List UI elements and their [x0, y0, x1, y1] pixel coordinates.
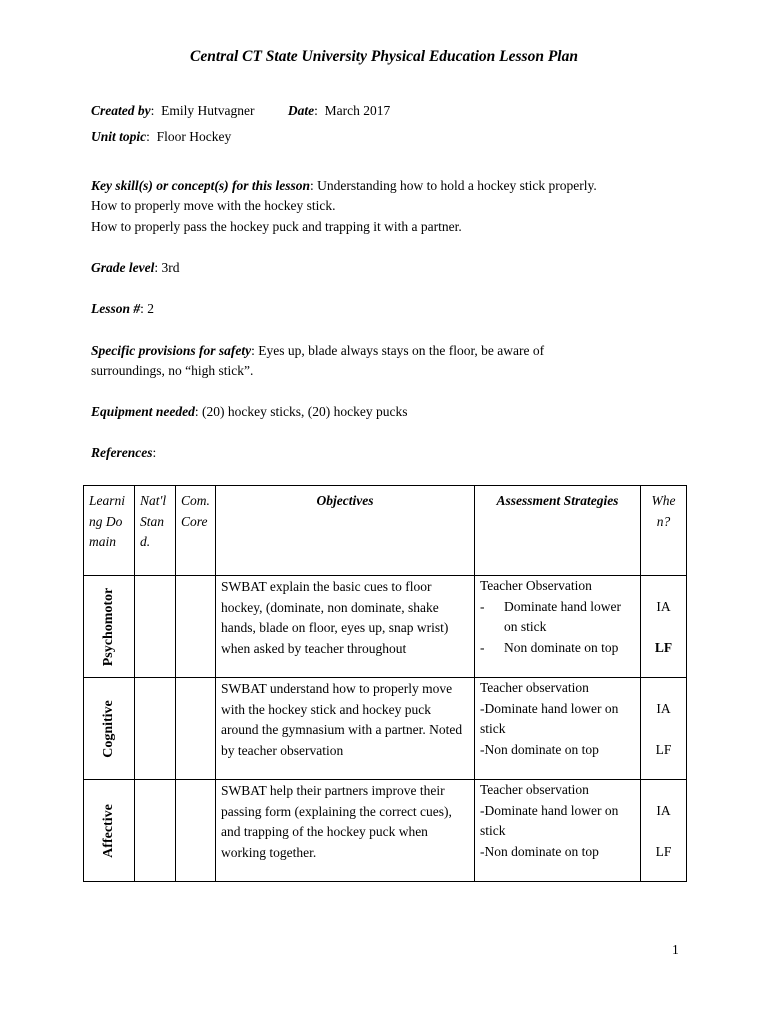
grade-line: Grade level: 3rd: [91, 260, 180, 275]
lesson-table: [83, 485, 687, 882]
core-cell: [176, 576, 216, 678]
assessment-line: -Dominate hand lower on stick: [480, 700, 619, 736]
references-line: References:: [91, 445, 157, 460]
when-cell: [641, 576, 687, 678]
created-by-value: Emily Hutvagner: [161, 103, 255, 118]
natl-cell: [135, 780, 176, 882]
lesson-line: Lesson #: 2: [91, 301, 155, 316]
when-cell: [641, 780, 687, 882]
created-by-label: Created by: [91, 103, 151, 118]
key-skill-label: Key skill(s) or concept(s) for this lesson: [91, 178, 310, 193]
equipment-value: (20) hockey sticks, (20) hockey pucks: [202, 404, 408, 419]
core-cell: [176, 780, 216, 882]
assessment-line: -Non dominate on top: [480, 741, 599, 757]
equipment-label: Equipment needed: [91, 404, 195, 419]
objective-cell: SWBAT help their partners improve their passing form (explaining the correct cues), and trapping of the hockey puck when working together.: [216, 780, 475, 882]
date-label: Date: [287, 103, 315, 118]
unit-topic-line: Unit topic: Floor Hockey: [91, 129, 232, 144]
table-row: [84, 678, 687, 780]
lesson-value: 2: [147, 301, 155, 316]
safety-label: Specific provisions for safety: [91, 343, 252, 358]
header-objectives: Objectives: [216, 486, 475, 576]
domain-label: Affective: [100, 803, 116, 858]
when-value-2: LF: [654, 639, 673, 655]
unit-topic-value: Floor Hockey: [156, 129, 232, 144]
when-value-2: LF: [655, 741, 672, 757]
assessment-heading: Teacher observation: [480, 680, 589, 695]
core-cell: [176, 678, 216, 780]
assessment-bullet: - Non dominate on top: [480, 638, 635, 659]
safety-value-2: surroundings, no “high stick”.: [91, 363, 254, 378]
assessment-cell: [475, 678, 641, 780]
when-value-2: LF: [655, 843, 672, 859]
key-skill-2: How to properly move with the hockey stick.: [91, 198, 336, 213]
assessment-cell: [475, 576, 641, 678]
page-title: Central CT State University Physical Education Lesson Plan: [190, 48, 578, 65]
header-when: When?: [641, 486, 687, 576]
assessment-heading: Teacher observation: [480, 782, 589, 797]
grade-label: Grade level: [91, 260, 155, 275]
when-value-1: IA: [656, 701, 671, 716]
domain-cell: [84, 780, 135, 882]
safety-line: Specific provisions for safety: Eyes up, blade always stays on the floor, be aware of: [91, 343, 545, 358]
when-value-1: IA: [656, 803, 671, 818]
domain-cell: [84, 678, 135, 780]
assessment-line: -Non dominate on top: [480, 843, 599, 859]
key-skill-3: How to properly pass the hockey puck and trapping it with a partner.: [91, 219, 462, 234]
when-value-1: IA: [656, 599, 671, 614]
header-assessment: Assessment Strategies: [475, 486, 641, 576]
domain-cell: [84, 576, 135, 678]
unit-topic-label: Unit topic: [91, 129, 147, 144]
created-by-line: Created by: Emily Hutvagner Date: March 2017: [91, 103, 391, 118]
assessment-heading: Teacher Observation: [480, 578, 592, 593]
domain-label: Cognitive: [100, 699, 116, 758]
when-cell: [641, 678, 687, 780]
natl-cell: [135, 678, 176, 780]
grade-value: 3rd: [161, 260, 180, 275]
objective-cell: SWBAT understand how to properly move with the hockey stick and hockey puck around the gymnasium with a partner. Noted by teacher observation: [216, 678, 475, 780]
header-com-core: Com. Core: [176, 486, 216, 576]
table-header-row: [84, 486, 687, 576]
header-domain: Learning Domain: [84, 486, 135, 576]
header-natl-stand: Nat'l Stand.: [135, 486, 176, 576]
table-row: [84, 576, 687, 678]
references-label: References: [91, 445, 153, 460]
assessment-bullet: - Dominate hand lower on stick: [480, 597, 635, 638]
lesson-label: Lesson #: [91, 301, 141, 316]
objective-cell: SWBAT explain the basic cues to floor hockey, (dominate, non dominate, shake hands, blade on floor, eyes up, snap wrist) when asked by teacher throughout: [216, 576, 475, 678]
assessment-bullet-text: Non dominate on top: [504, 639, 619, 655]
date-value: March 2017: [324, 103, 391, 118]
page-number: 1: [672, 942, 679, 957]
assessment-cell: [475, 780, 641, 882]
equipment-line: Equipment needed: (20) hockey sticks, (20) hockey pucks: [91, 404, 408, 419]
assessment-line: -Dominate hand lower on stick: [480, 802, 619, 838]
domain-label: Psychomotor: [100, 587, 116, 666]
table-row: [84, 780, 687, 882]
assessment-bullet-text: Dominate hand lower on stick: [504, 598, 621, 634]
key-skill-line: Key skill(s) or concept(s) for this lesson: Understanding how to hold a hockey stick properly.: [91, 178, 597, 193]
key-skill-1: Understanding how to hold a hockey stick properly.: [317, 178, 597, 193]
natl-cell: [135, 576, 176, 678]
safety-value-1: Eyes up, blade always stays on the floor, be aware of: [258, 343, 545, 358]
